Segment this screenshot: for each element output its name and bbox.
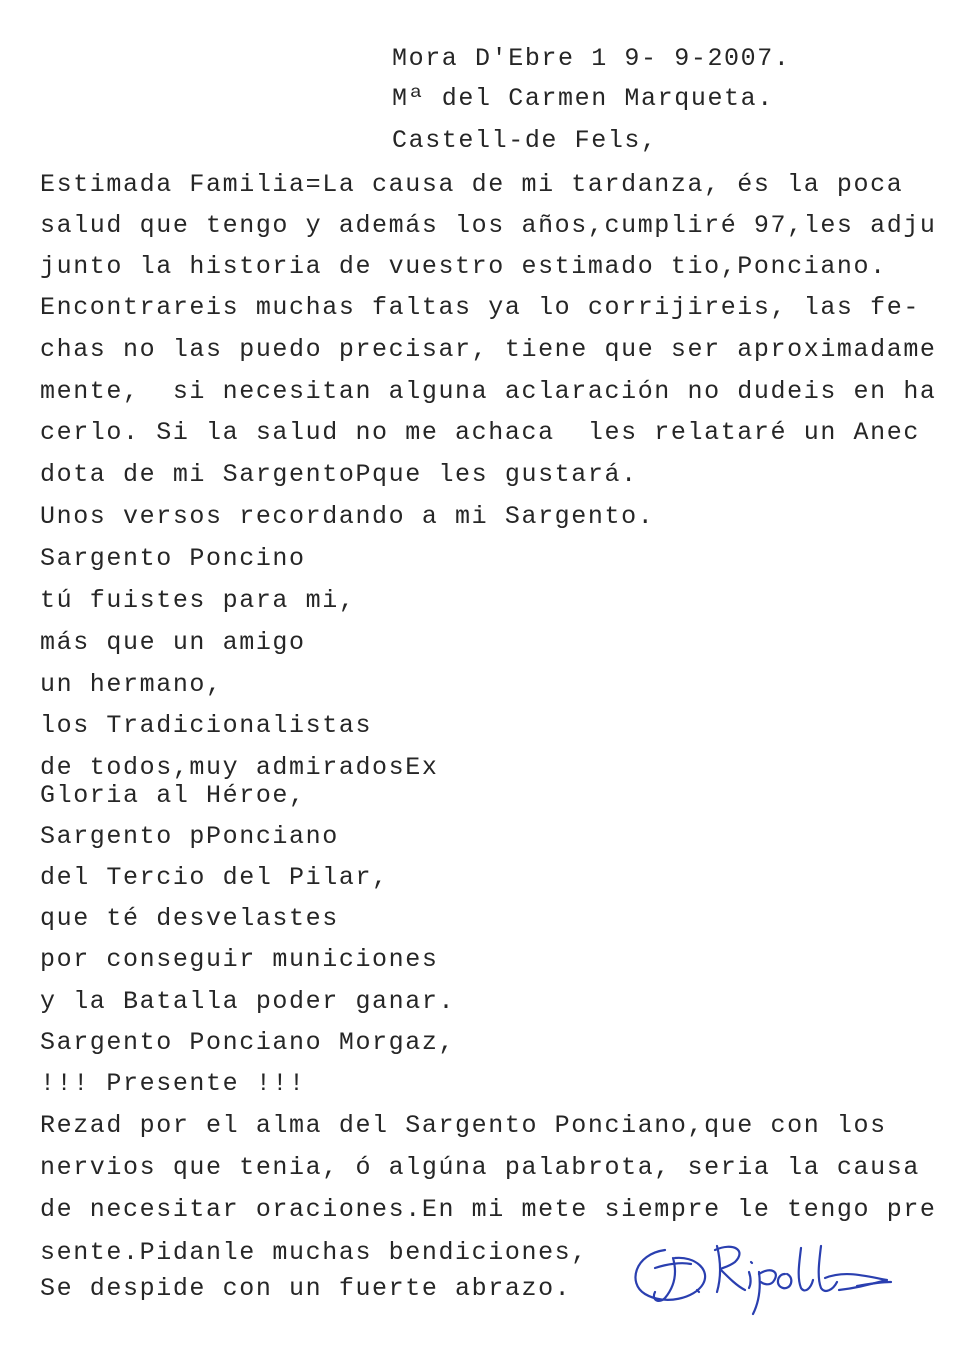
poem-line: de todos,muy admiradosEx bbox=[40, 753, 439, 782]
letter-line: dota de mi SargentoPque les gustará. bbox=[40, 460, 638, 489]
letter-line: cerlo. Si la salud no me achaca les relataré un Anec bbox=[40, 418, 920, 447]
letter-line: chas no las puedo precisar, tiene que ser aproximadame bbox=[40, 335, 937, 364]
poem-line: !!! Presente !!! bbox=[40, 1069, 306, 1098]
closing-line: de necesitar oraciones.En mi mete siempre le tengo pre bbox=[40, 1195, 937, 1224]
poem-line: los Tradicionalistas bbox=[40, 711, 373, 740]
closing-line: Se despide con un fuerte abrazo. bbox=[40, 1274, 572, 1303]
header-recipient: Mª del Carmen Marqueta. bbox=[392, 84, 774, 113]
letter-line: Unos versos recordando a mi Sargento. bbox=[40, 502, 655, 531]
letter-line: Encontrareis muchas faltas ya lo corrijireis, las fe- bbox=[40, 293, 920, 322]
closing-line: nervios que tenia, ó algúna palabrota, seria la causa bbox=[40, 1153, 920, 1182]
poem-line: y la Batalla poder ganar. bbox=[40, 987, 456, 1016]
poem-line: del Tercio del Pilar, bbox=[40, 863, 389, 892]
letter-line: Estimada Familia=La causa de mi tardanza, és la poca bbox=[40, 170, 904, 199]
poem-line: que té desvelastes bbox=[40, 904, 339, 933]
poem-line: por conseguir municiones bbox=[40, 945, 439, 974]
letter-line: mente, si necesitan alguna aclaración no dudeis en ha bbox=[40, 377, 937, 406]
closing-line: Rezad por el alma del Sargento Ponciano,que con los bbox=[40, 1111, 887, 1140]
poem-line: Gloria al Héroe, bbox=[40, 781, 306, 810]
handwritten-signature bbox=[625, 1228, 895, 1318]
header-city: Castell-de Fels, bbox=[392, 126, 658, 155]
closing-line: sente.Pidanle muchas bendiciones, bbox=[40, 1238, 588, 1267]
poem-line: Sargento Ponciano Morgaz, bbox=[40, 1028, 456, 1057]
signature-drawing bbox=[625, 1228, 895, 1318]
poem-line: Sargento pPonciano bbox=[40, 822, 339, 851]
letter-line: junto la historia de vuestro estimado tio,Ponciano. bbox=[40, 252, 887, 281]
poem-line: Sargento Poncino bbox=[40, 544, 306, 573]
poem-line: tú fuistes para mi, bbox=[40, 586, 356, 615]
poem-line: un hermano, bbox=[40, 670, 223, 699]
letter-line: salud que tengo y además los años,cumpliré 97,les adju bbox=[40, 211, 937, 240]
poem-line: más que un amigo bbox=[40, 628, 306, 657]
header-place-date: Mora D'Ebre 1 9- 9-2007. bbox=[392, 44, 791, 73]
